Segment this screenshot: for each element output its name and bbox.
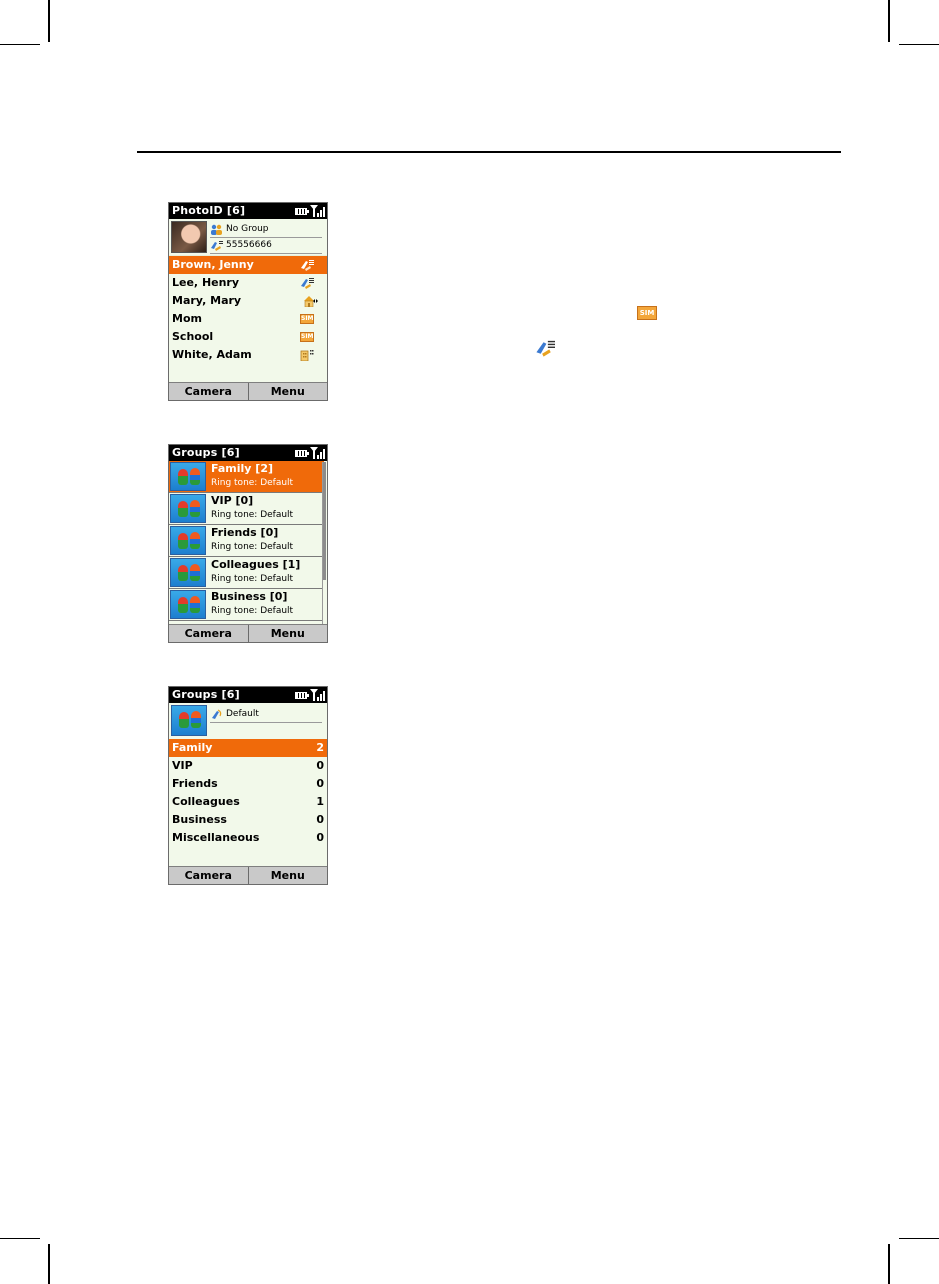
screen-title: PhotoID [6] xyxy=(172,204,246,217)
group-value: No Group xyxy=(226,224,269,234)
crop-mark xyxy=(899,1238,939,1239)
group-ringtone: Ring tone: Default xyxy=(211,574,294,584)
contact-name: Brown, Jenny xyxy=(172,258,254,271)
contact-row[interactable] xyxy=(169,328,327,346)
scrollbar-thumb[interactable] xyxy=(323,462,326,580)
crop-mark xyxy=(48,1244,50,1284)
group-row[interactable] xyxy=(169,557,324,589)
group-count: 0 xyxy=(316,759,324,772)
phone-field[interactable] xyxy=(210,238,322,254)
softkey-bar xyxy=(169,382,327,400)
photoid-screen xyxy=(168,202,328,401)
mobile-phone-icon xyxy=(300,277,314,289)
group-count: 0 xyxy=(316,831,324,844)
group-name: Business [0] xyxy=(211,590,288,603)
camera-softkey[interactable]: Camera xyxy=(184,869,232,882)
contact-row[interactable] xyxy=(169,274,327,292)
mobile-phone-icon xyxy=(300,259,314,271)
contact-name: Lee, Henry xyxy=(172,276,240,289)
battery-icon xyxy=(295,692,307,699)
group-name: Friends xyxy=(172,777,218,790)
contact-header xyxy=(169,219,327,256)
groups-list-screen xyxy=(168,444,328,643)
status-icons xyxy=(295,205,325,217)
status-icons xyxy=(295,447,325,459)
group-row[interactable] xyxy=(169,811,327,829)
screen-title: Groups [6] xyxy=(172,688,240,701)
menu-softkey[interactable]: Menu xyxy=(248,625,328,642)
group-row[interactable] xyxy=(169,525,324,557)
mobile-phone-icon xyxy=(535,339,555,357)
crop-mark xyxy=(899,44,939,45)
group-row[interactable] xyxy=(169,793,327,811)
group-ringtone: Ring tone: Default xyxy=(211,510,294,520)
group-name: Colleagues xyxy=(172,795,240,808)
group-row[interactable] xyxy=(169,461,324,493)
contact-name: Mary, Mary xyxy=(172,294,242,307)
contact-row[interactable] xyxy=(169,346,327,364)
camera-softkey[interactable]: Camera xyxy=(184,385,232,398)
contact-name: White, Adam xyxy=(172,348,252,361)
ringtone-field[interactable] xyxy=(210,707,322,723)
group-count: 0 xyxy=(316,813,324,826)
group-picture xyxy=(170,462,206,491)
group-ringtone: Ring tone: Default xyxy=(211,542,294,552)
phone-value: 55556666 xyxy=(226,240,272,250)
contact-photo[interactable] xyxy=(171,221,207,253)
camera-softkey[interactable]: Camera xyxy=(184,627,232,640)
title-bar xyxy=(169,687,327,703)
contact-row[interactable] xyxy=(169,292,327,310)
group-row[interactable] xyxy=(169,757,327,775)
group-name: VIP [0] xyxy=(211,494,254,507)
signal-icon xyxy=(310,205,324,217)
softkey-bar xyxy=(169,866,327,884)
sim-card-icon: SIM xyxy=(301,315,314,322)
crop-mark xyxy=(0,1238,40,1239)
group-name: VIP xyxy=(172,759,193,772)
group-header xyxy=(169,703,327,739)
crop-mark xyxy=(48,0,50,42)
sim-card-icon: SIM xyxy=(301,333,314,340)
contact-row[interactable] xyxy=(169,310,327,328)
group-name: Family xyxy=(172,741,213,754)
group-picture[interactable] xyxy=(171,705,207,736)
scrollbar[interactable] xyxy=(322,462,327,624)
group-name: Business xyxy=(172,813,227,826)
header-rule xyxy=(137,151,841,153)
ringtone-icon xyxy=(210,709,223,720)
group-count: 0 xyxy=(316,777,324,790)
home-phone-icon xyxy=(301,295,319,307)
group-row[interactable] xyxy=(169,829,327,847)
group-name: Family [2] xyxy=(211,462,274,475)
battery-icon xyxy=(295,450,307,457)
contact-name: School xyxy=(172,330,214,343)
battery-icon xyxy=(295,208,307,215)
softkey-bar xyxy=(169,624,327,642)
menu-softkey[interactable]: Menu xyxy=(248,383,328,400)
group-picture xyxy=(170,590,206,619)
group-picture xyxy=(170,526,206,555)
group-name: Colleagues [1] xyxy=(211,558,301,571)
group-row[interactable] xyxy=(169,775,327,793)
crop-mark xyxy=(888,0,890,42)
group-name: Friends [0] xyxy=(211,526,279,539)
group-ringtone: Ring tone: Default xyxy=(211,606,294,616)
group-picture xyxy=(170,558,206,587)
crop-mark xyxy=(0,44,40,45)
group-count: 2 xyxy=(316,741,324,754)
signal-icon xyxy=(310,447,324,459)
group-ringtone: Ring tone: Default xyxy=(211,478,294,488)
title-bar xyxy=(169,203,327,219)
title-bar xyxy=(169,445,327,461)
ringtone-value: Default xyxy=(226,709,259,719)
group-field[interactable] xyxy=(210,222,322,238)
crop-mark xyxy=(888,1244,890,1284)
group-row[interactable] xyxy=(169,589,324,621)
contact-row[interactable] xyxy=(169,256,327,274)
group-count: 1 xyxy=(316,795,324,808)
groups-count-screen xyxy=(168,686,328,885)
office-phone-icon xyxy=(300,349,314,361)
contact-name: Mom xyxy=(172,312,202,325)
group-icon xyxy=(210,224,223,235)
group-row[interactable] xyxy=(169,739,327,757)
menu-softkey[interactable]: Menu xyxy=(248,867,328,884)
group-picture xyxy=(170,494,206,523)
status-icons xyxy=(295,689,325,701)
sim-card-icon: SIM xyxy=(637,306,657,320)
screen-title: Groups [6] xyxy=(172,446,240,459)
mobile-phone-icon xyxy=(210,240,223,251)
group-name: Miscellaneous xyxy=(172,831,260,844)
signal-icon xyxy=(310,689,324,701)
group-row[interactable] xyxy=(169,493,324,525)
